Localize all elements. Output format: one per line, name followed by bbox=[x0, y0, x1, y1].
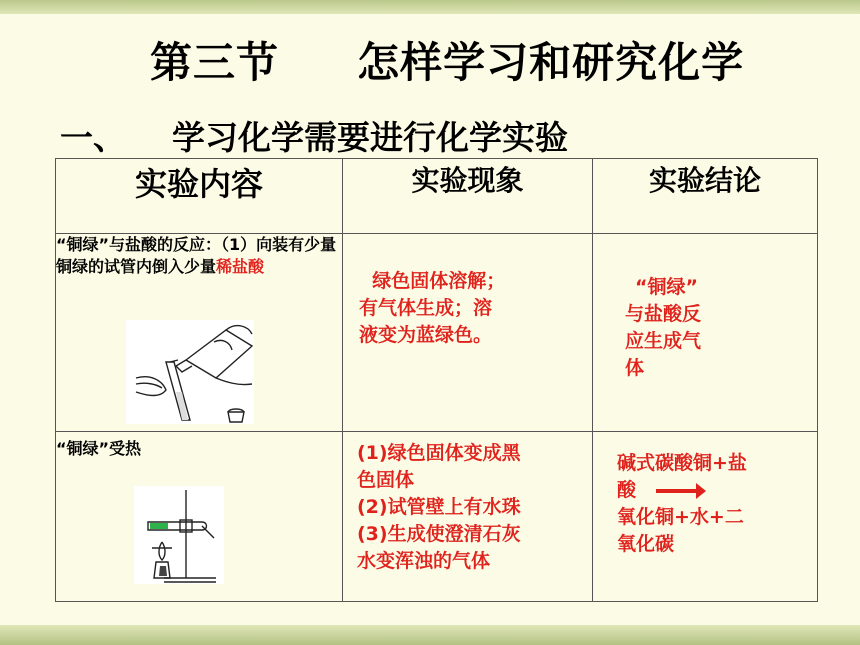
row1-conclusion-line: 与盐酸反 bbox=[625, 303, 702, 325]
header-phenomenon: 实验现象 bbox=[343, 159, 593, 234]
row2-phenomenon-line: (1)绿色固体变成黑 bbox=[357, 442, 521, 464]
header-content: 实验内容 bbox=[56, 159, 343, 234]
experiment-table bbox=[55, 158, 818, 602]
row1-content-cell bbox=[56, 234, 343, 432]
row2-content-text: “铜绿”受热 bbox=[56, 439, 142, 458]
page-title: 第三节 怎样学习和研究化学 bbox=[150, 38, 745, 87]
row2-conclusion-cell bbox=[593, 432, 818, 602]
row1-content-highlight: 稀盐酸 bbox=[216, 257, 265, 276]
row2-conclusion-line: 碱式碳酸铜+盐 bbox=[617, 452, 747, 474]
row1-phenomenon-line: 有气体生成；溶 bbox=[359, 297, 493, 319]
heating-apparatus-illustration bbox=[134, 486, 224, 584]
row2-conclusion-line-arrow bbox=[617, 477, 817, 504]
row1-conclusion-line: 应生成气 bbox=[625, 330, 702, 352]
row2-conclusion-line: 酸 bbox=[617, 479, 637, 501]
row2-phenomenon-line: (2)试管壁上有水珠 bbox=[357, 496, 521, 518]
row2-phenomenon-line: 水变浑浊的气体 bbox=[357, 550, 491, 572]
table-row bbox=[56, 432, 818, 602]
table-header-row bbox=[56, 159, 818, 234]
bottom-band bbox=[0, 625, 860, 645]
table-row bbox=[56, 234, 818, 432]
row1-phenomenon-cell bbox=[343, 234, 593, 432]
header-conclusion: 实验结论 bbox=[593, 159, 818, 234]
row2-phenomenon-line: (3)生成使澄清石灰 bbox=[357, 523, 521, 545]
row1-phenomenon-line: 绿色固体溶解； bbox=[359, 270, 506, 292]
top-band bbox=[0, 0, 860, 14]
row2-conclusion-line: 氧化铜+水+二 bbox=[617, 506, 744, 528]
row2-conclusion-line: 氧化碳 bbox=[617, 533, 675, 555]
row2-phenomenon-line: 色固体 bbox=[357, 469, 415, 491]
row2-content-cell bbox=[56, 432, 343, 602]
section-heading: 一、 学习化学需要进行化学实验 bbox=[60, 118, 568, 157]
row2-phenomenon-cell bbox=[343, 432, 593, 602]
row1-phenomenon-line: 液变为蓝绿色。 bbox=[359, 324, 493, 346]
row1-content-text: “铜绿”与盐酸的反应：（1）向装有少量铜绿的试管内倒入少量 bbox=[56, 235, 337, 276]
pouring-acid-illustration bbox=[126, 320, 254, 424]
row1-conclusion-cell bbox=[593, 234, 818, 432]
reaction-arrow-icon bbox=[656, 489, 698, 493]
row1-conclusion-line: 体 bbox=[625, 357, 645, 379]
row1-conclusion-line: “铜绿” bbox=[635, 276, 698, 298]
